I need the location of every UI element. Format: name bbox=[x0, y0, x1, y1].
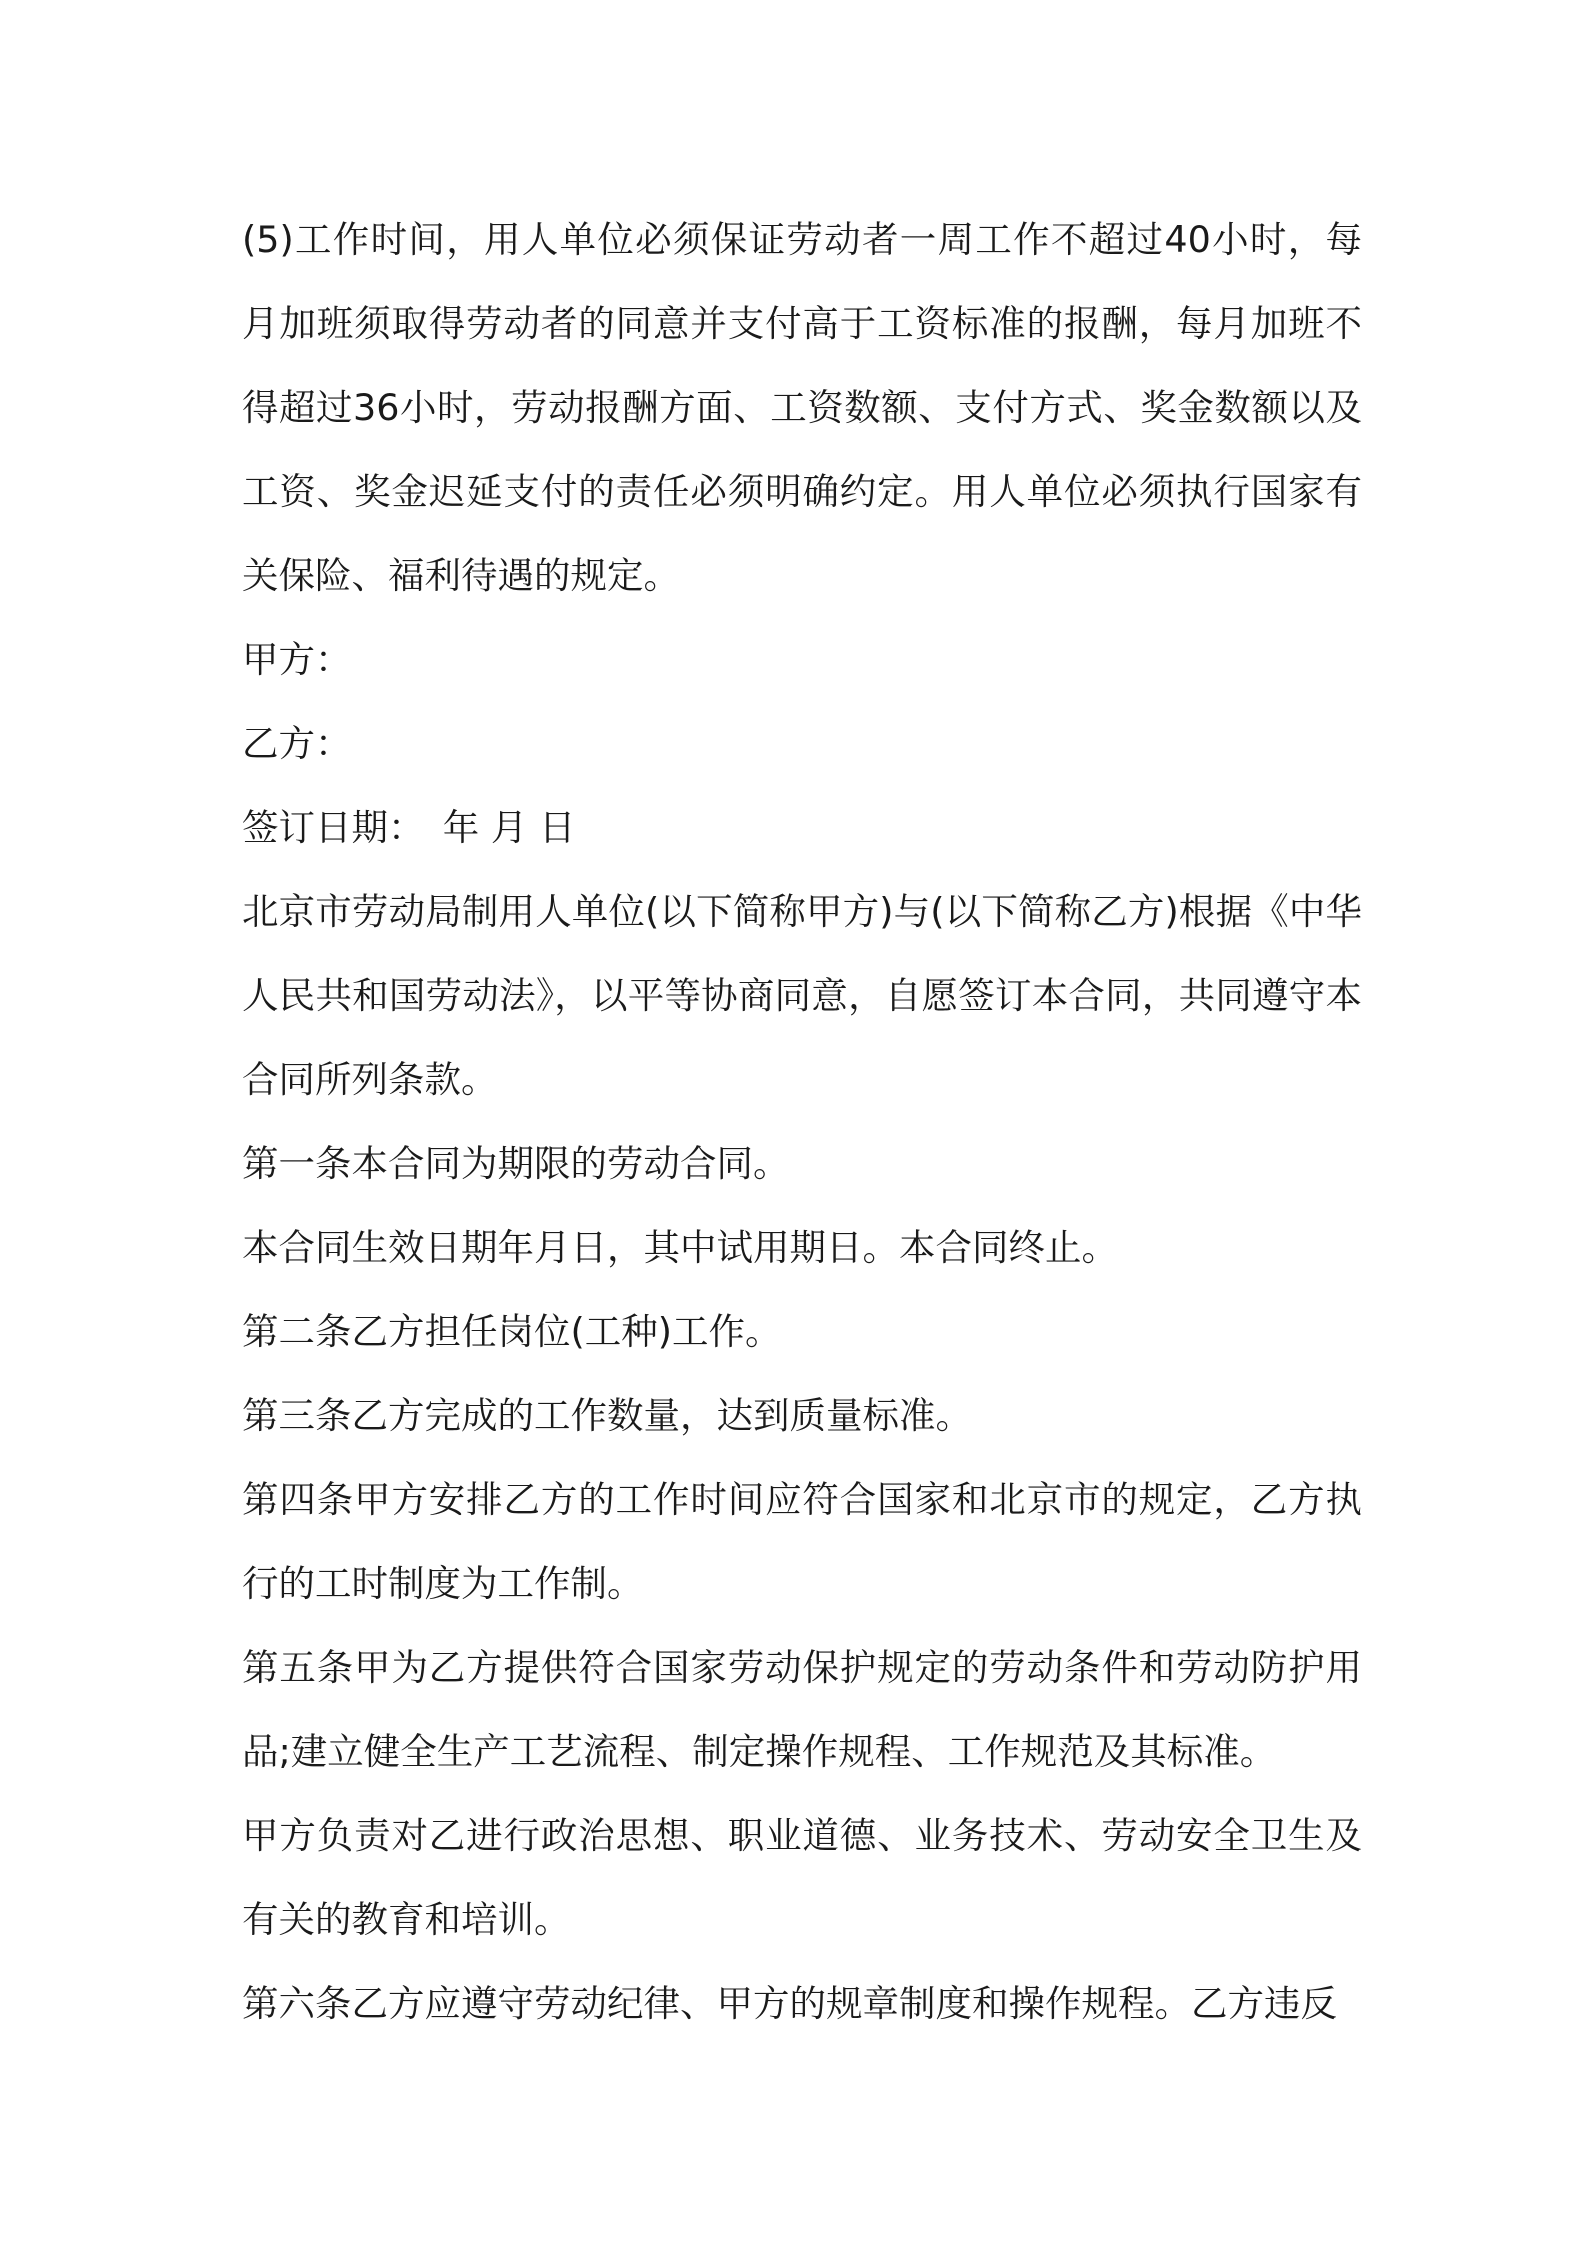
paragraph-working-hours: (5)工作时间，用人单位必须保证劳动者一周工作不超过40小时，每月加班须取得劳动者的同意并支付高于工资标准的报酬，每月加班不得超过36小时，劳动报酬方面、工资数额、支付方式、奖金数额以及工资、奖金迟延支付的责任必须明确约定。用人单位必须执行国家有关保险、福利待遇的规定。 bbox=[242, 218, 1362, 597]
party-a-label: 甲方： bbox=[242, 638, 352, 681]
article-4: 第四条甲方安排乙方的工作时间应符合国家和北京市的规定，乙方执行的工时制度为工作制。 bbox=[242, 1478, 1362, 1605]
paragraph-preamble: 北京市劳动局制用人单位(以下简称甲方)与(以下简称乙方)根据《中华人民共和国劳动法》，以平等协商同意，自愿签订本合同，共同遵守本合同所列条款。 bbox=[242, 890, 1362, 1101]
article-2: 第二条乙方担任岗位(工种)工作。 bbox=[242, 1310, 782, 1353]
article-3: 第三条乙方完成的工作数量，达到质量标准。 bbox=[242, 1394, 972, 1437]
party-b-label: 乙方： bbox=[242, 722, 352, 765]
paragraph-effective-date: 本合同生效日期年月日，其中试用期日。本合同终止。 bbox=[242, 1226, 1118, 1269]
signing-date-label: 签订日期： 年 月 日 bbox=[242, 806, 576, 849]
article-1: 第一条本合同为期限的劳动合同。 bbox=[242, 1142, 790, 1185]
document-body bbox=[242, 198, 1362, 2046]
article-5: 第五条甲为乙方提供符合国家劳动保护规定的劳动条件和劳动防护用品;建立健全生产工艺流程、制定操作规程、工作规范及其标准。 bbox=[242, 1646, 1362, 1773]
paragraph-training: 甲方负责对乙进行政治思想、职业道德、业务技术、劳动安全卫生及有关的教育和培训。 bbox=[242, 1814, 1362, 1941]
article-6: 第六条乙方应遵守劳动纪律、甲方的规章制度和操作规程。乙方违反 bbox=[242, 1982, 1337, 2025]
